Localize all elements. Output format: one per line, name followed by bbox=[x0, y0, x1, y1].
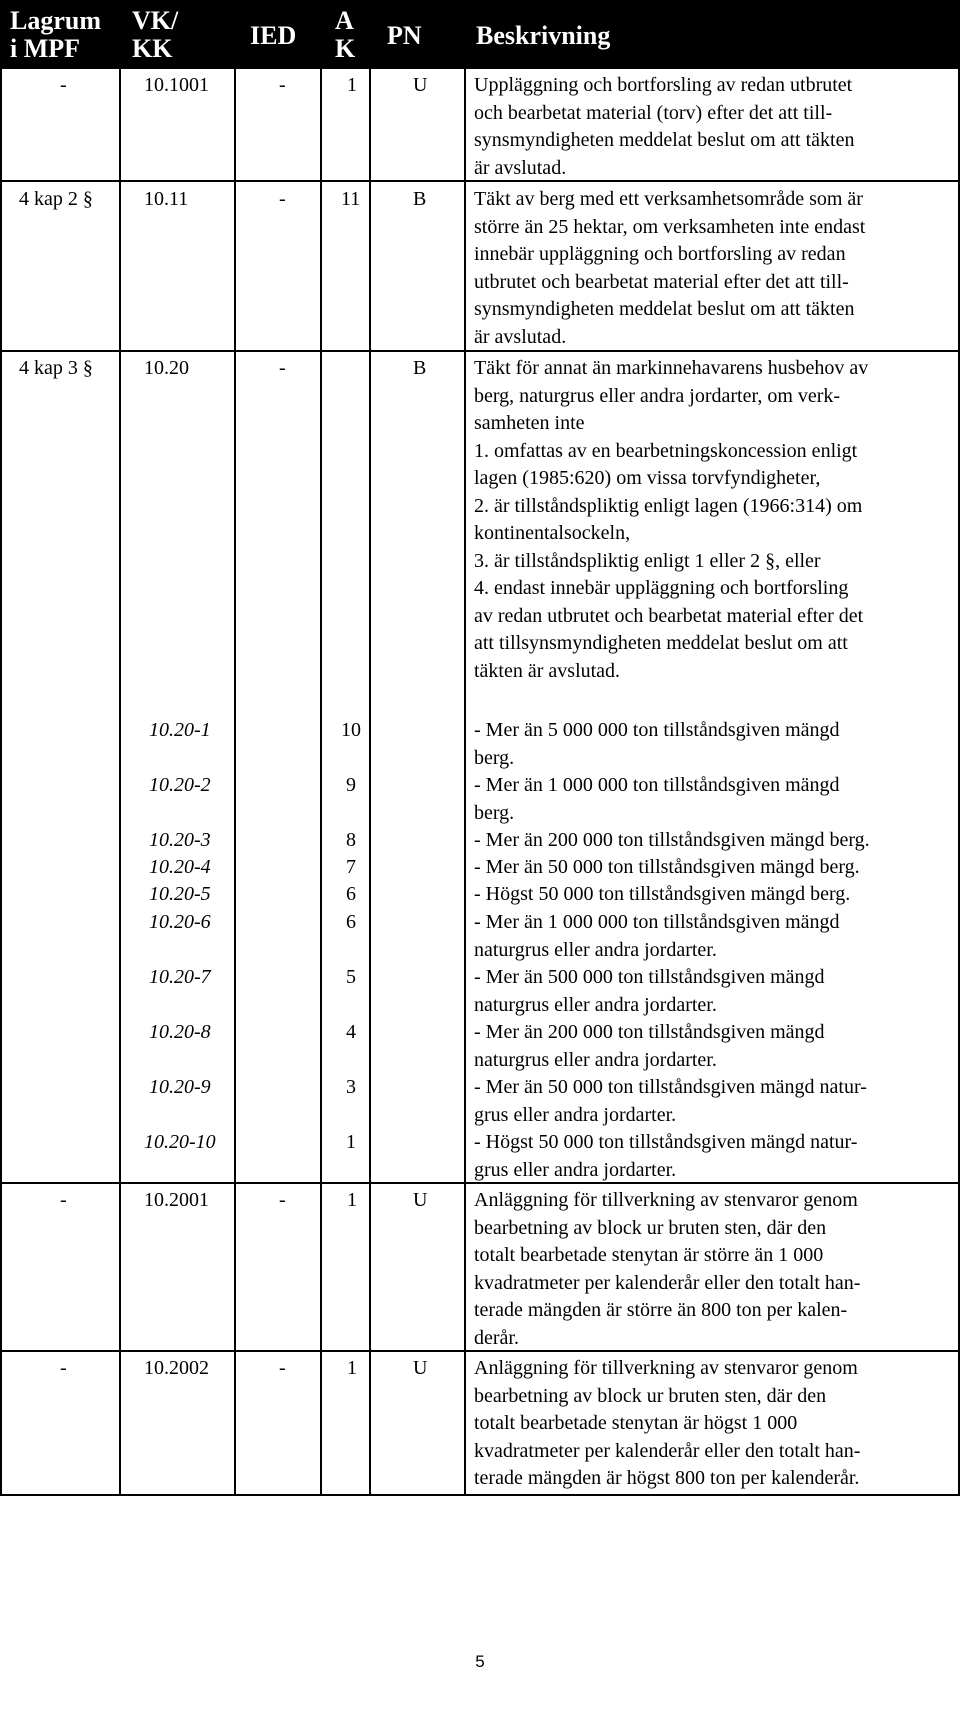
page-number: 5 bbox=[475, 1652, 485, 1671]
header-beskrivning: Beskrivning bbox=[476, 21, 611, 50]
ied-cell: - bbox=[279, 1189, 286, 1211]
description-cell: Uppläggning och bortforsling av redan utbrutet och bearbetat material (torv) efter det att till- synsmyndigheten meddelat beslut om att täkten är avslutad. bbox=[474, 74, 855, 179]
ak-cell: 1 bbox=[347, 1189, 357, 1211]
ak-cell: 11 bbox=[341, 188, 361, 210]
pn-cell: U bbox=[413, 1189, 428, 1211]
column-divider bbox=[119, 2, 121, 1496]
description-cell: Anläggning för tillverkning av stenvaror genom bearbetning av block ur bruten sten, där den totalt bearbetade stenytan är högst 1 000 kvadratmeter per kalenderår eller den totalt han- terade mängden är högst 800 ton per kalenderår. bbox=[474, 1357, 861, 1489]
ied-cell: - bbox=[279, 188, 286, 210]
header-ak: A K bbox=[335, 6, 356, 63]
description-cell: Anläggning för tillverkning av stenvaror genom bearbetning av block ur bruten sten, där den totalt bearbetade stenytan är större än 1 000 kvadratmeter per kalenderår eller den totalt han- terade mängden är större än 800 ton per kalen- derår. bbox=[474, 1189, 861, 1349]
subrow-description: - Mer än 200 000 ton tillståndsgiven mängd naturgrus eller andra jordarter. bbox=[474, 1021, 825, 1071]
column-divider bbox=[464, 2, 466, 1496]
lagrum-cell: 4 kap 2 § bbox=[19, 188, 93, 210]
subrow-code: 10.20-1 bbox=[149, 719, 211, 741]
subrow-description: - Mer än 200 000 ton tillståndsgiven mängd berg. bbox=[474, 829, 870, 851]
vk-cell: 10.2001 bbox=[144, 1189, 209, 1211]
ied-cell: - bbox=[279, 357, 286, 379]
description-cell: Täkt av berg med ett verksamhetsområde som är större än 25 hektar, om verksamheten inte endast innebär uppläggning och bortforsling av redan utbrutet och bearbetat material efter det att till- synsmyndigheten meddelat beslut om att täkten är avslutad. bbox=[474, 188, 866, 348]
header-vk: VK/ KK bbox=[132, 6, 179, 63]
table-header bbox=[2, 2, 958, 69]
subrow-code: 10.20-5 bbox=[149, 883, 211, 905]
subrow-code: 10.20-8 bbox=[149, 1021, 211, 1043]
pn-cell: U bbox=[413, 74, 428, 96]
subrow-code: 10.20-6 bbox=[149, 911, 211, 933]
ak-cell: 1 bbox=[347, 74, 357, 96]
vk-cell: 10.20 bbox=[144, 357, 189, 379]
column-divider bbox=[320, 2, 322, 1496]
subrow-code: 10.20-2 bbox=[149, 774, 211, 796]
subrow-ak: 6 bbox=[346, 883, 356, 905]
subrow-ak: 1 bbox=[346, 1131, 356, 1153]
subrow-code: 10.20-10 bbox=[144, 1131, 216, 1153]
subrow-description: - Mer än 1 000 000 ton tillståndsgiven mängd naturgrus eller andra jordarter. bbox=[474, 911, 840, 961]
subrow-ak: 8 bbox=[346, 829, 356, 851]
subrow-description: - Mer än 5 000 000 ton tillståndsgiven mängd berg. bbox=[474, 719, 840, 769]
lagrum-cell: - bbox=[60, 74, 67, 96]
subrow-ak: 7 bbox=[346, 856, 356, 878]
subrow-description: - Mer än 500 000 ton tillståndsgiven mängd naturgrus eller andra jordarter. bbox=[474, 966, 825, 1016]
lagrum-cell: - bbox=[60, 1357, 67, 1379]
ied-cell: - bbox=[279, 74, 286, 96]
subrow-ak: 5 bbox=[346, 966, 356, 988]
subrow-ak: 6 bbox=[346, 911, 356, 933]
description-cell: Täkt för annat än markinnehavarens husbehov av berg, naturgrus eller andra jordarter, om verk- samheten inte 1. omfattas av en bearbetningskoncession enligt lagen (1985:620) om vissa torvfyndigheter, 2. är tillståndspliktig enligt lagen (1966:314) om kontinentalsockeln, 3. är tillståndspliktig enligt 1 eller 2 §, eller 4. endast innebär uppläggning och bortforsling av redan utbrutet och bearbetat material efter det att tillsynsmyndigheten meddelat beslut om att täkten är avslutad. bbox=[474, 357, 869, 682]
subrow-code: 10.20-3 bbox=[149, 829, 211, 851]
subrow-ak: 4 bbox=[346, 1021, 356, 1043]
vk-cell: 10.2002 bbox=[144, 1357, 209, 1379]
vk-cell: 10.11 bbox=[144, 188, 189, 210]
subrow-description: - Mer än 50 000 ton tillståndsgiven mängd natur- grus eller andra jordarter. bbox=[474, 1076, 867, 1126]
vk-cell: 10.1001 bbox=[144, 74, 209, 96]
pn-cell: B bbox=[413, 188, 427, 210]
subrow-description: - Mer än 50 000 ton tillståndsgiven mängd berg. bbox=[474, 856, 860, 878]
lagrum-cell: - bbox=[60, 1189, 67, 1211]
subrow-description: - Högst 50 000 ton tillståndsgiven mängd natur- grus eller andra jordarter. bbox=[474, 1131, 858, 1181]
subrow-code: 10.20-4 bbox=[149, 856, 211, 878]
column-divider bbox=[234, 2, 236, 1496]
subrow-ak: 10 bbox=[341, 719, 361, 741]
header-lagrum: Lagrum i MPF bbox=[10, 6, 101, 63]
pn-cell: U bbox=[413, 1357, 428, 1379]
header-pn: PN bbox=[387, 21, 422, 50]
subrow-code: 10.20-9 bbox=[149, 1076, 211, 1098]
ak-cell: 1 bbox=[347, 1357, 357, 1379]
subrow-description: - Högst 50 000 ton tillståndsgiven mängd berg. bbox=[474, 883, 851, 905]
subrow-description: - Mer än 1 000 000 ton tillståndsgiven mängd berg. bbox=[474, 774, 840, 824]
header-ied: IED bbox=[250, 21, 297, 50]
subrow-code: 10.20-7 bbox=[149, 966, 211, 988]
column-divider bbox=[369, 2, 371, 1496]
ied-cell: - bbox=[279, 1357, 286, 1379]
subrow-ak: 9 bbox=[346, 774, 356, 796]
pn-cell: B bbox=[413, 357, 427, 379]
subrow-ak: 3 bbox=[346, 1076, 356, 1098]
lagrum-cell: 4 kap 3 § bbox=[19, 357, 93, 379]
